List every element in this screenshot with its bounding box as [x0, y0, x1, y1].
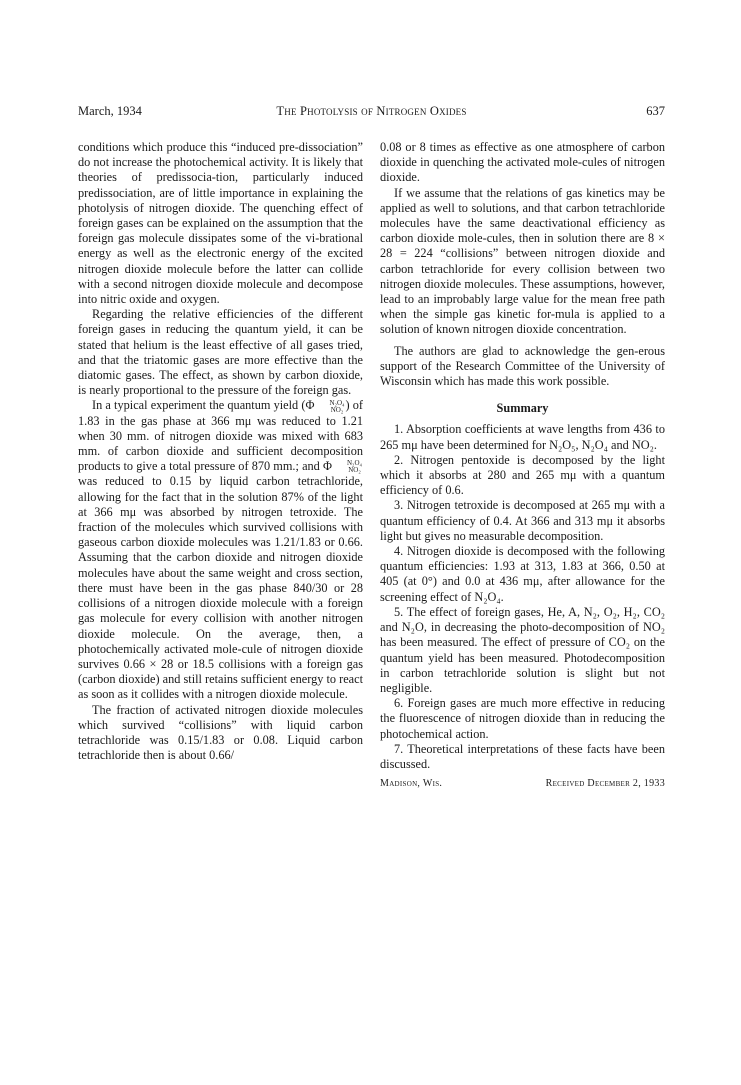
phi-indices: [333, 460, 362, 474]
right-column: [380, 140, 665, 792]
summary-item: 4. Nitrogen dioxide is decomposed with the following quantum efficiencies: 1.93 at 313, 1.83 at 366, 0.50 at 405 (at 0°) and 0.0 at 436 mμ, after allowance for the screening effect of N₂O₄.: [380, 544, 665, 604]
summary-item: 1. Absorption coefficients at wave lengths from 436 to 265 mμ have been determined for N₂O₅, N₂O₄ and NO₂.: [380, 422, 665, 452]
phi-indices: [315, 400, 344, 414]
left-column: [78, 140, 363, 763]
phi-subscript: NO₂: [348, 466, 361, 475]
summary-item: 2. Nitrogen pentoxide is decomposed by the light which it absorbs at 280 and 265 mμ with a quantum efficiency of 0.6.: [380, 452, 665, 498]
paragraph-quantum-yield: [78, 398, 363, 702]
text-run: ) of 1.83 in the gas phase at 366 mμ was reduced to 1.21 when 30 mm. of nitrogen dioxide was mixed with 683 mm. of carbon dioxide and sufficient decomposition products to give a total pressure of 870 mm.; and: [78, 398, 364, 474]
page-number: 637: [646, 104, 665, 118]
paragraph: Regarding the relative efficiencies of the different foreign gases in reducing the quantum yield, it can be stated that helium is the least effective of all gases tried, and that the triatomic gases are more effective than the diatomic gases. The effect, as shown by carbon dioxide, is nearly proportional to the pressure of the foreign gas.: [78, 307, 363, 398]
running-header: [78, 104, 665, 124]
article-footer: [380, 776, 665, 792]
paragraph: If we assume that the relations of gas kinetics may be applied as well to solutions, and that carbon tetrachloride molecules have the same deactivational efficiency as carbon dioxide mole-cules, then in solution there are 8 × 28 = 224 “collisions” between nitrogen dioxide and carbon tetrachloride for every collision between two nitrogen dioxide molecules. These assumptions, however, lead to an improbably large value for the mean free path when the simple gas kinetic for-mula is applied to a solution of known nitrogen dioxide concentration.: [380, 185, 665, 337]
paragraph: The fraction of activated nitrogen dioxide molecules which survived “collisions” with liquid carbon tetrachloride was 0.15/1.83 or 0.08. Liquid carbon tetrachloride then is about 0.66/: [78, 702, 363, 763]
received-date: Received December 2, 1933: [545, 778, 665, 790]
phi-superscript: N₂O₄: [347, 459, 362, 468]
paragraph: conditions which produce this “induced pre-dissociation” do not increase the photochemical activity. It is likely that theories of predissocia-tion, particularly induced predissociation, are of little importance in explaining the photolysis of nitrogen dioxide. The quenching effect of foreign gases can be explained on the assumption that the foreign gas molecule dissipates some of the vi-brational energy as well as the electronic energy of the excited nitrogen dioxide molecule before the latter can collide with a second nitrogen dioxide molecule and decompose into nitric oxide and oxygen.: [78, 140, 363, 307]
summary-item: 7. Theoretical interpretations of these facts have been discussed.: [380, 741, 665, 771]
phi-symbol: Φ N₂O₄ NO₂: [323, 459, 362, 475]
text-run: was reduced to 0.15 by liquid carbon tetrachloride, allowing for the fact that in the solution 87% of the light at 366 mμ was absorbed by nitrogen tetroxide. The fraction of the molecules which survived collisions with gaseous carbon dioxide molecules was 1.21/1.83 or 0.66. Assuming that the carbon dioxide and nitrogen dioxide molecules have about the same weight and cross section, there must have been in the gas phase 840/30 or 28 collisions of a nitrogen dioxide molecule with a foreign gas molecule for every collision with another nitrogen dioxide molecule. On the average, then, a photochemically activated mole-cule of nitrogen dioxide survives 0.66 × 28 or 18.5 collisions with a foreign gas (carbon dioxide) and still retains sufficient energy to react as soon as it collides with a nitrogen dioxide molecule.: [78, 474, 364, 702]
author-location: Madison, Wis.: [380, 778, 443, 790]
phi-symbol: Φ N₂O₄ NO₂: [305, 398, 345, 414]
summary-item: 3. Nitrogen tetroxide is decomposed at 265 mμ with a quantum efficiency of 0.4. At 366 and 313 mμ it absorbs light but gives no measurable decomposition.: [380, 498, 665, 543]
header-title: The Photolysis of Nitrogen Oxides: [276, 104, 467, 118]
paragraph: 0.08 or 8 times as effective as one atmosphere of carbon dioxide in quenching the activated mole-cules of nitrogen dioxide.: [380, 140, 665, 185]
phi-subscript: NO₂: [330, 405, 344, 414]
summary-heading: Summary: [496, 401, 549, 416]
summary-item: 5. The effect of foreign gases, He, A, N₂, O₂, H₂, CO₂ and N₂O, in decreasing the photo-decomposition of NO₂ has been measured. The effect of pressure of CO₂ on the quantum yield has been measured. Photodecomposition in carbon tetrachloride solution is slight but not negligible.: [380, 604, 665, 695]
header-date: March, 1934: [78, 104, 142, 118]
text-run: In a typical experiment the quantum yield (: [92, 398, 306, 413]
summary-item: 6. Foreign gases are much more effective in reducing the fluorescence of nitrogen dioxide than in reducing the photochemical action.: [380, 696, 665, 741]
phi-superscript: N₂O₄: [329, 398, 345, 407]
acknowledgment: The authors are glad to acknowledge the gen-erous support of the Research Committee of the University of Wisconsin which has made this work possible.: [380, 343, 665, 389]
